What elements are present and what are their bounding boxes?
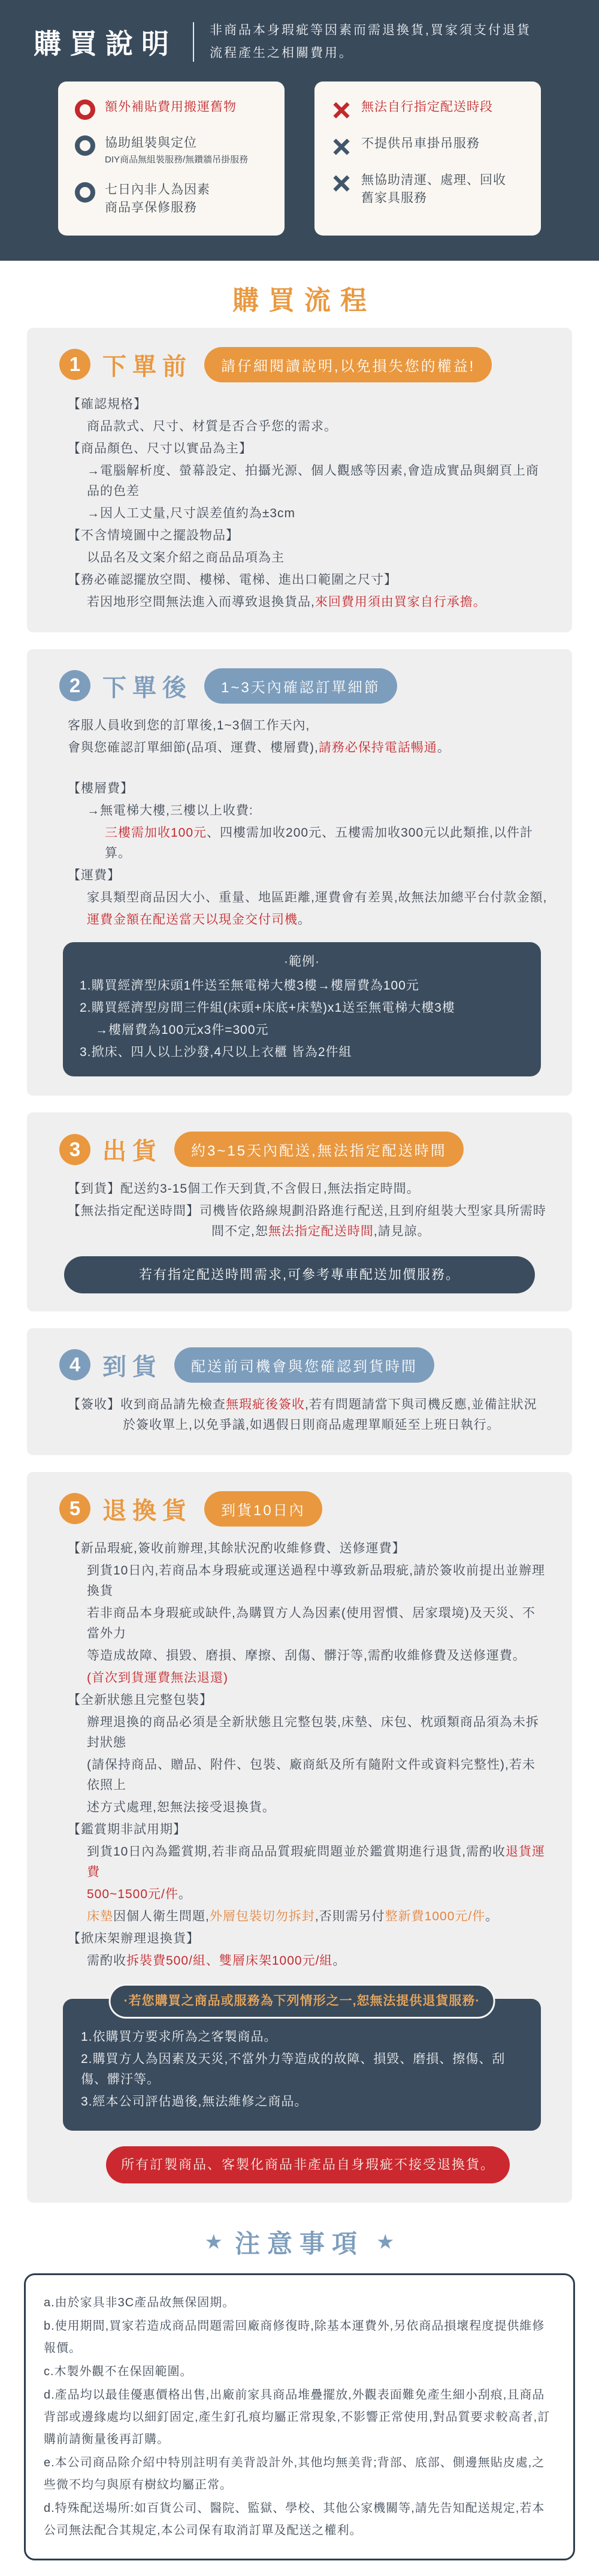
text-segment: 等造成故障、損毀、磨損、摩擦、刮傷、髒汙等,需酌收維修費及送修運費。	[87, 1648, 526, 1663]
text-segment: 3.掀床、四人以上沙發,4尺以上衣櫃 皆為2件組	[80, 1045, 352, 1060]
text-segment: 【樓層費】	[68, 781, 134, 795]
service-item-label: 協助組裝與定位	[105, 135, 197, 150]
step-title: 下單後	[102, 674, 192, 701]
text-line	[68, 801, 548, 821]
text-segment: 到貨10日內,若商品本身瑕疵或運送過程中導致新品瑕疵,請於簽收前提出並辦理換貨	[87, 1563, 546, 1598]
text-line	[68, 1690, 548, 1711]
text-segment: 外層包裝切勿拆封	[209, 1910, 315, 1923]
text-segment: 需酌收	[87, 1954, 126, 1968]
step-card-2	[27, 649, 572, 1096]
text-segment: 客服人員收到您的訂單後,1~3個工作天內,	[68, 718, 310, 732]
text-segment: →電腦解析度、螢幕設定、拍攝光源、個人觀感等因素,會造成實品與網頁上商品的色差	[87, 463, 539, 498]
circle-icon	[75, 182, 95, 203]
text-segment: 2.購買經濟型房間三件組(床頭+床底+床墊)x1送至無電梯大樓3樓	[80, 1000, 455, 1015]
service-item-sublabel: DIY商品無組裝服務/無鑽牆吊掛服務	[105, 155, 249, 165]
text-segment: 。	[178, 1887, 192, 1901]
service-item	[75, 134, 273, 167]
step-card-4	[27, 1328, 572, 1455]
text-line	[68, 779, 548, 799]
included-services-card	[58, 82, 285, 236]
service-item-label: 不提供吊車掛吊服務	[361, 136, 480, 150]
text-segment: 【商品顏色、尺寸以實品為主】	[68, 441, 252, 456]
step-note-pill: 約3~15天內配送,無法指定配送時間	[174, 1132, 464, 1167]
step-card-5	[27, 1472, 572, 2203]
text-segment: 3.經本公司評估過後,無法維修之商品。	[81, 2095, 308, 2109]
note-item: d.產品均以最佳優惠價格出售,出廠前家具商品堆疊擺放,外觀表面難免產生細小刮痕,且商品背部或邊緣處均以細釘固定,產生釘孔痕均屬正常現象,不影響正常使用,對品質要求較高者,訂購前請衡量後再訂購。	[44, 2388, 550, 2446]
text-segment: 無瑕疵後簽收	[226, 1397, 305, 1411]
text-line	[80, 998, 524, 1018]
text-line	[68, 910, 548, 930]
text-segment: 到貨10日內為鑑賞期,若非商品品質瑕疵問題並於鑑賞期進行退貨,需酌收	[87, 1844, 506, 1859]
step-card-3	[27, 1112, 572, 1311]
text-line	[68, 592, 548, 613]
text-segment: 配送約3-15個工作天到貨,不含假日,無法指定時間。	[120, 1182, 420, 1196]
header-cards	[30, 82, 569, 236]
cross-icon	[331, 100, 352, 120]
text-line	[68, 1539, 548, 1559]
text-segment: 。	[485, 1910, 499, 1923]
text-segment: 因個人衛生問題,	[113, 1910, 210, 1923]
text-segment: 【務必確認擺放空間、樓梯、電梯、進出口範圍之尺寸】	[68, 572, 397, 587]
service-item-label2: 舊家具服務	[361, 191, 427, 206]
step-number: 5	[59, 1493, 90, 1524]
note-item: b.使用期間,買家若造成商品問題需回廠商修復時,除基本運費外,另依商品損壞程度提供維修報價。	[44, 2319, 545, 2355]
example-box	[63, 942, 541, 1076]
note-item: d.特殊配送場所:如百貨公司、醫院、監獄、學校、其他公家機關等,請先告知配送規定,若本公司無法配合其規定,本公司保有取消訂單及配送之權利。	[44, 2501, 545, 2537]
text-line	[68, 461, 548, 502]
step-note-pill: 請仔細閱讀說明,以免損失您的權益!	[204, 347, 492, 382]
step-title: 出貨	[102, 1138, 162, 1165]
step-number: 3	[59, 1134, 90, 1165]
text-segment: 整新費1000元/件	[385, 1910, 486, 1923]
text-segment: 會與您確認訂單細節(品項、運費、樓層費),	[68, 740, 319, 755]
page-header	[0, 0, 599, 261]
step-note-pill: 配送前司機會與您確認到貨時間	[174, 1347, 434, 1383]
text-line	[81, 2049, 523, 2090]
notes-title-text: 注意事項	[234, 2229, 364, 2258]
text-segment: 若因地形空間無法進入而導致退換貨品,	[87, 595, 315, 609]
text-segment: ,請見諒。	[373, 1224, 431, 1239]
text-segment: 無法指定配送時間	[268, 1224, 374, 1239]
cross-icon	[331, 173, 352, 194]
step-header	[59, 1347, 548, 1383]
service-item	[75, 98, 273, 120]
no-return-box	[63, 1994, 541, 2131]
text-line	[68, 570, 548, 590]
service-item-label: 無協助清運、處理、回收	[361, 173, 506, 187]
text-line	[68, 1907, 548, 1927]
text-line	[68, 1884, 548, 1905]
text-line	[68, 1179, 548, 1199]
text-segment: 若非商品本身瑕疵或缺件,為購買方人為因素(使用習慣、居家環境)及天災、不當外力	[87, 1606, 536, 1640]
service-item-label: 無法自行指定配送時段	[361, 99, 493, 114]
excluded-services-card	[314, 82, 541, 236]
text-line	[81, 2092, 523, 2112]
text-segment: ,否則需另付	[314, 1910, 385, 1923]
step-body	[51, 1539, 548, 2183]
header-top	[30, 14, 569, 65]
text-segment: 收到商品請先檢查	[120, 1397, 226, 1411]
notes-list	[24, 2273, 575, 2560]
text-line	[68, 738, 548, 758]
step-card-1	[27, 328, 572, 632]
text-line	[68, 1561, 548, 1601]
star-icon: ★	[376, 2230, 395, 2254]
spacer	[68, 760, 548, 777]
text-line	[68, 1646, 548, 1666]
text-segment: 【運費】	[68, 868, 120, 882]
service-item-label: 七日內非人為因素	[105, 182, 210, 197]
header-subtitle: 非商品本身瑕疵等因素而需退換貨,買家須支付退貨流程產生之相關費用。	[210, 23, 531, 60]
service-item	[331, 98, 529, 120]
text-line	[68, 417, 548, 437]
service-item	[75, 181, 273, 218]
text-segment: 500~1500元/件	[87, 1887, 179, 1901]
text-segment: 【全新狀態且完整包裝】	[68, 1693, 213, 1707]
step-title: 退換貨	[102, 1497, 192, 1524]
circle-icon	[75, 135, 95, 156]
no-return-badge: ·若您購買之商品或服務為下列情形之一,恕無法提供退貨服務·	[109, 1984, 495, 2019]
step-header	[59, 1491, 548, 1527]
text-line	[68, 1395, 548, 1435]
steps	[0, 328, 599, 2203]
text-segment: 商品款式、尺寸、材質是否合乎您的需求。	[87, 419, 337, 433]
step-body	[51, 1179, 548, 1293]
text-segment: 【新品瑕疵,簽收前辦理,其餘狀況酌收維修費、送修運費】	[68, 1541, 406, 1555]
text-line	[68, 1929, 548, 1949]
note-item: e.本公司商品除介紹中特別註明有美背設計外,其他均無美背;背部、底部、側邊無貼皮處,之些微不均勻與原有樹紋均屬正常。	[44, 2456, 545, 2491]
text-segment: 【無法指定配送時間】	[68, 1204, 199, 1218]
text-segment: 【不含情境圖中之擺設物品】	[68, 528, 239, 542]
text-line	[68, 1797, 548, 1818]
text-line	[68, 1842, 548, 1883]
step-body	[51, 716, 548, 1076]
notes-title	[0, 2224, 599, 2260]
flow-title: 購買流程	[232, 285, 376, 315]
step-number: 4	[59, 1349, 90, 1380]
text-segment: 、四樓需加收200元、五樓需加收300元以此類推,以件計算。	[105, 825, 533, 860]
warning-pill: 所有訂製商品、客製化商品非產品自身瑕疵不接受退換貨。	[106, 2146, 510, 2183]
text-line	[68, 1603, 548, 1644]
text-segment: 【到貨】	[68, 1182, 120, 1196]
header-divider	[193, 22, 194, 62]
text-segment: 述方式處理,恕無法接受退換貨。	[87, 1800, 276, 1814]
step-note-pill: 1~3天內確認訂單細節	[204, 668, 397, 704]
step-header	[59, 347, 548, 382]
text-line	[68, 394, 548, 415]
text-segment: 請務必保持電話暢通	[318, 740, 437, 755]
text-segment: 1.依購買方要求所為之客製商品。	[81, 2030, 277, 2044]
service-item-text	[105, 134, 248, 167]
star-icon: ★	[204, 2230, 223, 2254]
text-segment: 司機皆依路線規劃沿路進行配送,且到府組裝大型家具所需時間不定,恕	[199, 1204, 546, 1239]
text-segment: 辦理退換的商品必須是全新狀態且完整包裝,床墊、床包、枕頭類商品須為未拆封狀態	[87, 1715, 539, 1749]
step-title: 下單前	[102, 353, 192, 380]
text-segment: 退貨運費	[87, 1844, 546, 1879]
text-line	[68, 888, 548, 908]
text-line	[68, 503, 548, 524]
text-segment: 。	[437, 740, 450, 755]
step-body	[51, 394, 548, 613]
text-segment: 【確認規格】	[68, 397, 147, 411]
service-item-text	[361, 171, 506, 208]
text-line	[80, 976, 524, 996]
step-number: 2	[59, 670, 90, 701]
info-pill: 若有指定配送時間需求,可參考專車配送加價服務。	[64, 1256, 535, 1293]
text-segment: 拆裝費500/組、雙層床架1000元/組	[126, 1954, 333, 1968]
example-box-title: ·範例·	[284, 954, 320, 969]
note-item: c.木製外觀不在保固範圍。	[44, 2364, 193, 2378]
text-segment: 家具類型商品因大小、重量、地區距離,運費會有差異,故無法加總平台付款金額,	[87, 890, 547, 904]
service-item	[331, 171, 529, 208]
text-segment: (請保持商品、贈品、附件、包裝、廠商紙及所有隨附文件或資料完整性),若未依照上	[87, 1757, 536, 1792]
text-line	[68, 1668, 548, 1688]
step-body	[51, 1395, 548, 1435]
text-segment: 以品名及文案介紹之商品品項為主	[87, 550, 285, 565]
step-title: 到貨	[102, 1353, 162, 1380]
text-segment: 。	[298, 912, 311, 927]
text-segment: 1.購買經濟型床頭1件送至無電梯大樓3樓→樓層費為100元	[80, 978, 419, 993]
step-number: 1	[59, 349, 90, 380]
text-line	[68, 1712, 548, 1753]
text-line	[68, 1201, 548, 1242]
text-line	[81, 2027, 523, 2047]
text-line	[68, 1951, 548, 1971]
service-item	[331, 135, 529, 157]
text-segment: (首次到貨運費無法退還)	[87, 1670, 228, 1685]
text-line	[68, 1755, 548, 1796]
service-item-label: 額外補貼費用搬運舊物	[105, 99, 237, 114]
note-item: a.由於家具非3C產品故無保固期。	[44, 2296, 235, 2309]
text-line	[80, 1020, 524, 1040]
text-segment: 運費金額在配送當天以現金交付司機	[87, 912, 298, 927]
text-segment: ,若有問題請當下與司機反應,並備註狀況於簽收單上,以免爭議,如遇假日則商品處理單順延至上班日執行。	[123, 1397, 537, 1432]
step-note-pill: 到貨10日內	[204, 1491, 322, 1527]
text-segment: 。	[332, 1954, 346, 1968]
text-segment: 【掀床架辦理退換貨】	[68, 1932, 199, 1946]
circle-icon	[75, 99, 95, 120]
text-line	[68, 716, 548, 736]
text-segment: 【鑑賞期非試用期】	[68, 1822, 186, 1836]
text-segment: →因人工丈量,尺寸誤差值約為±3cm	[87, 506, 296, 520]
service-item-label2: 商品享保修服務	[105, 201, 197, 215]
text-line	[68, 548, 548, 568]
text-line	[68, 1820, 548, 1840]
page-title: 購買說明	[34, 28, 177, 59]
text-segment: →無電梯大樓,三樓以上收費:	[87, 803, 253, 818]
text-segment: 2.購買方人為因素及天災,不當外力等造成的故障、損毀、磨損、擦傷、刮傷、髒汙等。	[81, 2052, 506, 2087]
step-header	[59, 1132, 548, 1167]
text-line	[68, 823, 548, 864]
text-segment: →樓層費為100元x3件=300元	[95, 1023, 269, 1037]
text-segment: 【簽收】	[68, 1397, 120, 1411]
service-item-text	[105, 181, 210, 218]
cross-icon	[331, 137, 352, 157]
text-line	[68, 526, 548, 546]
text-line	[68, 439, 548, 459]
text-segment: 床墊	[87, 1910, 113, 1923]
text-line	[68, 865, 548, 886]
step-header	[59, 668, 548, 704]
text-line	[80, 1042, 524, 1063]
text-segment: 來回費用須由買家自行承擔。	[314, 595, 486, 609]
text-segment: 三樓需加收100元	[105, 825, 207, 840]
